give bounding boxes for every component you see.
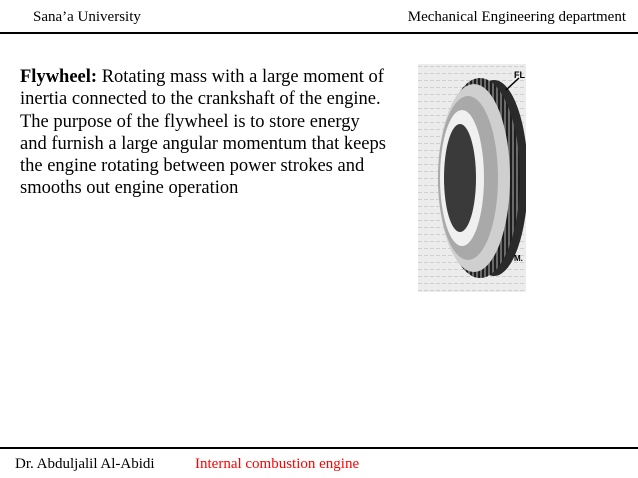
flywheel-description: [20, 66, 390, 200]
department-name: Mechanical Engineering department: [407, 9, 626, 25]
term-heading: Flywheel:: [20, 67, 98, 87]
header-divider: [0, 32, 638, 34]
footer-divider: [0, 447, 638, 449]
author-name: Dr. Abduljalil Al-Abidi: [15, 456, 155, 472]
flywheel-image: [418, 64, 526, 292]
course-name: Internal combustion engine: [195, 456, 360, 472]
university-name: Sana’a University: [33, 9, 141, 25]
figure-label-bottom: M.: [514, 254, 523, 263]
definition-text: Rotating mass with a large moment of inertia connected to the crankshaft of the engine. The purpose of the flywheel is to store energy and furnish a large angular momentum that keeps the engine rotating between power strokes and smooths out engine operation: [20, 67, 386, 199]
figure-label-top: FL: [514, 70, 525, 80]
slide-header: [0, 0, 638, 34]
flywheel-hub-shadow: [444, 124, 476, 232]
